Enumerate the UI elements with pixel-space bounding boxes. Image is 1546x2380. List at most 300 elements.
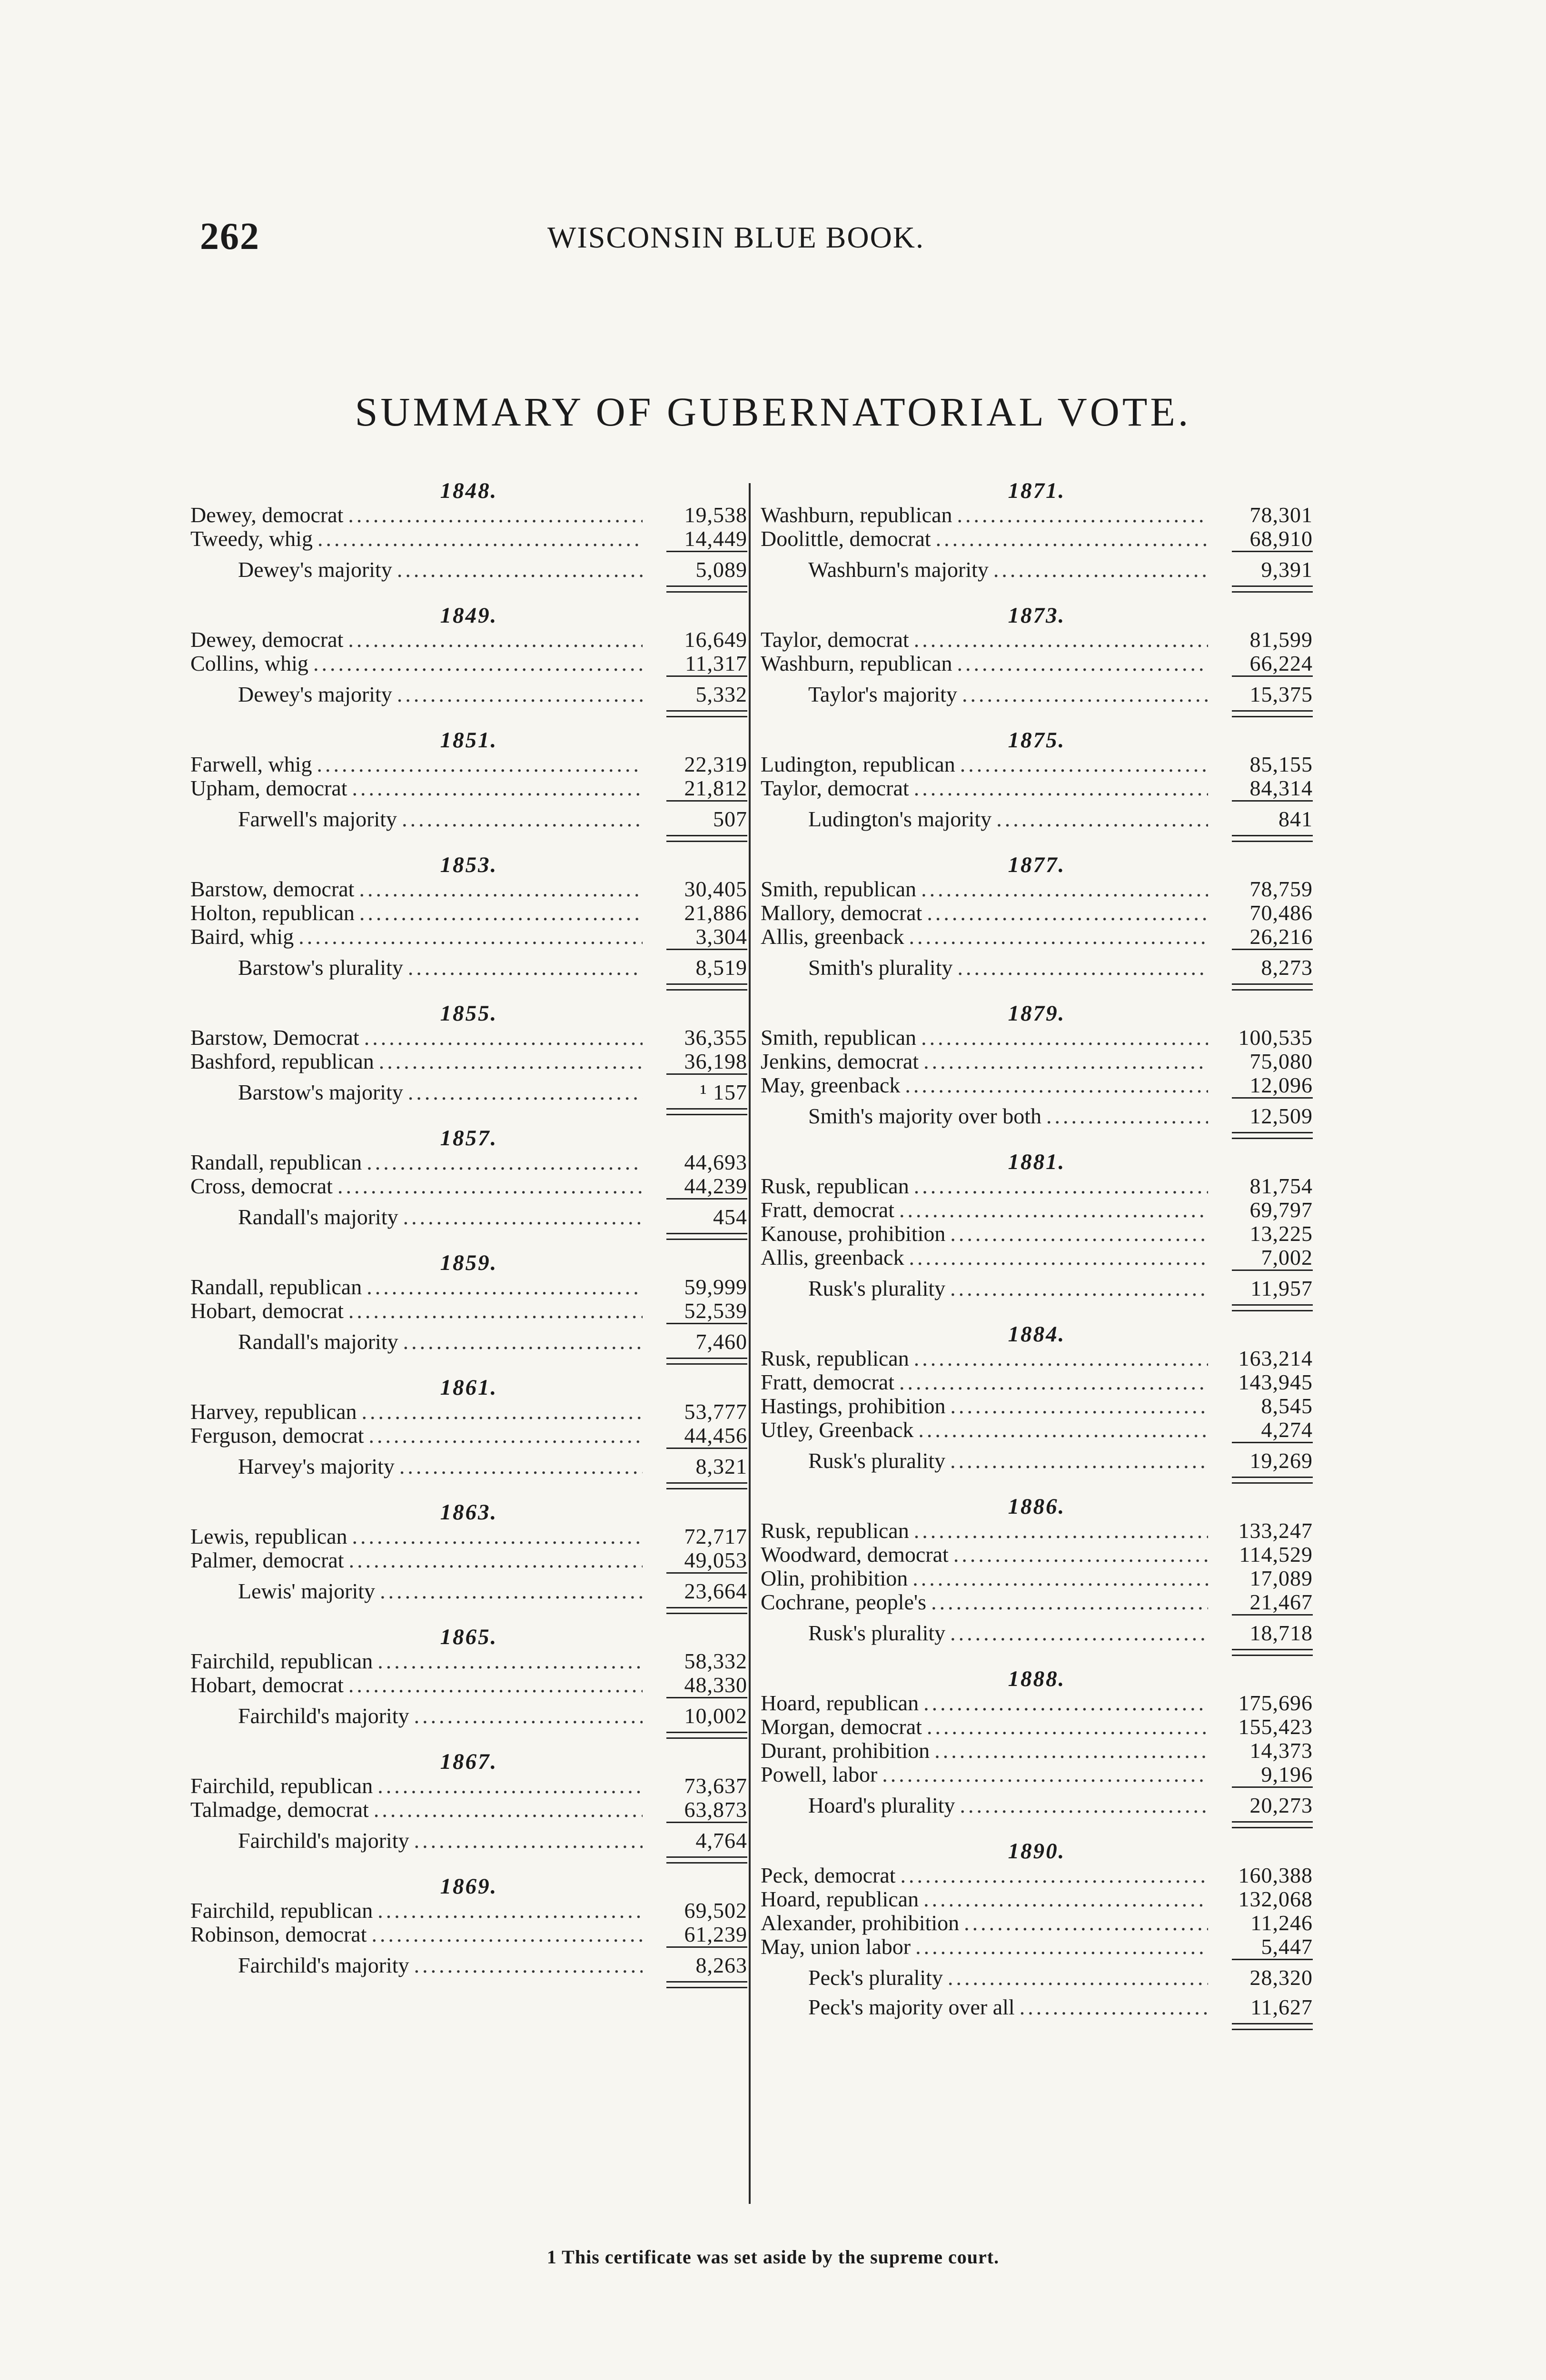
election-year: 1861. bbox=[440, 1375, 498, 1400]
candidate-name: Taylor, democrat bbox=[761, 627, 909, 652]
candidate-name: Hoard, republican bbox=[761, 1691, 919, 1715]
dot-leader bbox=[408, 956, 643, 980]
margin-votes: 23,664 bbox=[684, 1579, 747, 1603]
rule-line bbox=[666, 710, 747, 717]
rule-line bbox=[666, 1448, 747, 1449]
margin-votes: 8,263 bbox=[695, 1953, 747, 1977]
candidate-votes: 160,388 bbox=[1238, 1863, 1313, 1887]
candidate-name: Rusk, republican bbox=[761, 1174, 909, 1198]
margin-row bbox=[761, 1104, 1313, 1128]
candidate-row bbox=[190, 877, 747, 901]
dot-leader bbox=[403, 1330, 643, 1354]
election-block bbox=[761, 1150, 1313, 1311]
margin-row bbox=[190, 1455, 747, 1478]
rule-line bbox=[1232, 1269, 1313, 1271]
sum-rule bbox=[190, 1946, 747, 1948]
candidate-row bbox=[761, 776, 1313, 800]
sum-rule bbox=[190, 1448, 747, 1449]
margin-votes: 4,764 bbox=[695, 1828, 747, 1853]
dot-leader bbox=[950, 1449, 1208, 1473]
dot-leader bbox=[374, 1798, 643, 1822]
election-block bbox=[190, 603, 747, 717]
election-block bbox=[190, 853, 747, 991]
dot-leader bbox=[931, 1590, 1208, 1614]
dot-leader bbox=[348, 1299, 643, 1323]
candidate-votes: 11,246 bbox=[1250, 1911, 1313, 1935]
rule-line bbox=[1232, 835, 1313, 842]
dot-leader bbox=[403, 1205, 643, 1229]
dot-leader bbox=[882, 1763, 1208, 1786]
margin-name: Barstow's majority bbox=[238, 1080, 403, 1104]
election-year: 1871. bbox=[1008, 478, 1066, 503]
margin-row bbox=[761, 1277, 1313, 1300]
candidate-votes: 22,319 bbox=[684, 752, 747, 776]
dot-leader bbox=[367, 1150, 643, 1174]
margin-name: Randall's majority bbox=[238, 1329, 398, 1354]
page-title: SUMMARY OF GUBERNATORIAL VOTE. bbox=[355, 389, 1191, 435]
double-rule bbox=[761, 710, 1313, 717]
candidate-row bbox=[761, 1763, 1313, 1786]
candidate-votes: 133,247 bbox=[1238, 1518, 1313, 1543]
dot-leader bbox=[348, 1673, 643, 1697]
running-title: WISCONSIN BLUE BOOK. bbox=[547, 220, 924, 254]
dot-leader bbox=[936, 527, 1208, 551]
sum-rule bbox=[761, 1614, 1313, 1616]
candidate-name: Lewis, republican bbox=[190, 1524, 347, 1548]
dot-leader bbox=[359, 901, 643, 925]
election-year: 1853. bbox=[440, 853, 498, 877]
rule-line bbox=[1232, 1097, 1313, 1099]
candidate-votes: 66,224 bbox=[1249, 651, 1313, 675]
rule-line bbox=[666, 1856, 747, 1864]
election-block bbox=[190, 728, 747, 842]
sum-rule bbox=[190, 1323, 747, 1324]
rule-line bbox=[666, 1482, 747, 1489]
candidate-name: Durant, prohibition bbox=[761, 1738, 930, 1763]
margin-row bbox=[190, 1081, 747, 1104]
candidate-row bbox=[190, 1548, 747, 1572]
candidate-votes: 69,502 bbox=[684, 1898, 747, 1923]
candidate-row bbox=[190, 503, 747, 527]
margin-name: Farwell's majority bbox=[238, 807, 397, 831]
rule-line bbox=[666, 1233, 747, 1240]
margin-name: Barstow's plurality bbox=[238, 955, 403, 980]
margin-row bbox=[761, 1794, 1313, 1817]
candidate-votes: 17,089 bbox=[1249, 1566, 1313, 1590]
dot-leader bbox=[914, 1347, 1208, 1370]
candidate-row bbox=[761, 628, 1313, 652]
sum-rule bbox=[761, 800, 1313, 802]
candidate-name: Randall, republican bbox=[190, 1150, 362, 1174]
sum-rule bbox=[761, 949, 1313, 950]
sum-rule bbox=[190, 1073, 747, 1075]
candidate-row bbox=[761, 901, 1313, 925]
margin-votes: ¹ 157 bbox=[700, 1080, 747, 1104]
election-year: 1855. bbox=[440, 1001, 498, 1026]
sum-rule bbox=[190, 949, 747, 950]
margin-votes: 507 bbox=[713, 807, 747, 831]
margin-row bbox=[190, 683, 747, 706]
margin-name: Rusk's plurality bbox=[808, 1621, 946, 1645]
election-year: 1875. bbox=[1008, 728, 1066, 753]
margin-name: Smith's plurality bbox=[808, 955, 953, 980]
candidate-name: Hobart, democrat bbox=[190, 1673, 344, 1697]
sum-rule bbox=[761, 1097, 1313, 1099]
candidate-votes: 63,873 bbox=[684, 1797, 747, 1822]
election-year: 1851. bbox=[440, 728, 498, 753]
margin-votes: 11,627 bbox=[1250, 1995, 1313, 2019]
margin-row bbox=[761, 1966, 1313, 1990]
candidate-row bbox=[761, 1519, 1313, 1543]
election-block bbox=[761, 853, 1313, 991]
election-block bbox=[190, 1250, 747, 1365]
election-block bbox=[761, 1494, 1313, 1656]
candidate-name: Alexander, prohibition bbox=[761, 1911, 960, 1935]
candidate-row bbox=[761, 1864, 1313, 1887]
sum-rule bbox=[761, 1269, 1313, 1271]
candidate-votes: 84,314 bbox=[1249, 776, 1313, 800]
sum-rule bbox=[190, 1198, 747, 1200]
candidate-votes: 13,225 bbox=[1249, 1221, 1313, 1246]
candidate-name: Doolittle, democrat bbox=[761, 526, 931, 551]
margin-row bbox=[190, 1205, 747, 1229]
candidate-row bbox=[761, 1394, 1313, 1418]
candidate-votes: 36,198 bbox=[684, 1049, 747, 1073]
double-rule bbox=[761, 585, 1313, 593]
candidate-name: Randall, republican bbox=[190, 1275, 362, 1299]
rule-line bbox=[1232, 1442, 1313, 1443]
double-rule bbox=[190, 585, 747, 593]
column-divider bbox=[749, 483, 751, 2204]
candidate-votes: 4,274 bbox=[1261, 1418, 1313, 1442]
double-rule bbox=[761, 983, 1313, 991]
double-rule bbox=[190, 983, 747, 991]
candidate-name: Smith, republican bbox=[761, 877, 917, 901]
rule-line bbox=[1232, 1132, 1313, 1139]
candidate-name: Dewey, democrat bbox=[190, 503, 344, 527]
election-year: 1877. bbox=[1008, 853, 1066, 877]
candidate-votes: 78,759 bbox=[1249, 877, 1313, 901]
rule-line bbox=[666, 1323, 747, 1324]
election-block bbox=[190, 1749, 747, 1864]
double-rule bbox=[761, 1821, 1313, 1828]
margin-name: Peck's plurality bbox=[808, 1965, 943, 1990]
candidate-name: Palmer, democrat bbox=[190, 1548, 344, 1572]
candidate-name: Ludington, republican bbox=[761, 752, 955, 776]
election-year: 1869. bbox=[440, 1874, 498, 1899]
candidate-row bbox=[761, 1246, 1313, 1269]
candidate-name: Collins, whig bbox=[190, 651, 308, 675]
margin-name: Fairchild's majority bbox=[238, 1704, 409, 1728]
dot-leader bbox=[915, 1935, 1208, 1959]
dot-leader bbox=[960, 753, 1208, 776]
dot-leader bbox=[964, 1911, 1208, 1935]
margin-name: Washburn's majority bbox=[808, 557, 989, 582]
election-block bbox=[761, 1322, 1313, 1484]
candidate-name: Rusk, republican bbox=[761, 1346, 909, 1370]
dot-leader bbox=[950, 1222, 1208, 1246]
candidate-row bbox=[190, 901, 747, 925]
rule-line bbox=[666, 800, 747, 802]
candidate-row bbox=[761, 1073, 1313, 1097]
election-block bbox=[190, 1625, 747, 1739]
election-year: 1873. bbox=[1008, 603, 1066, 628]
candidate-name: Rusk, republican bbox=[761, 1518, 909, 1543]
election-block bbox=[190, 1500, 747, 1614]
margin-votes: 10,002 bbox=[684, 1704, 747, 1728]
election-year: 1865. bbox=[440, 1625, 498, 1649]
candidate-votes: 21,812 bbox=[684, 776, 747, 800]
dot-leader bbox=[914, 776, 1208, 800]
candidate-name: Cochrane, people's bbox=[761, 1590, 927, 1614]
dot-leader bbox=[950, 1621, 1208, 1645]
margin-votes: 8,321 bbox=[695, 1454, 747, 1478]
dot-leader bbox=[957, 652, 1209, 675]
candidate-votes: 16,649 bbox=[684, 627, 747, 652]
candidate-votes: 52,539 bbox=[684, 1299, 747, 1323]
candidate-row bbox=[190, 1649, 747, 1673]
candidate-name: Fratt, democrat bbox=[761, 1370, 895, 1394]
election-block bbox=[761, 478, 1313, 593]
rule-line bbox=[1232, 551, 1313, 552]
candidate-row bbox=[761, 1935, 1313, 1959]
dot-leader bbox=[348, 628, 643, 652]
margin-row bbox=[761, 558, 1313, 582]
margin-name: Fairchild's majority bbox=[238, 1953, 409, 1977]
candidate-votes: 3,304 bbox=[695, 924, 747, 949]
candidate-row bbox=[761, 1370, 1313, 1394]
candidate-row bbox=[190, 1899, 747, 1923]
sum-rule bbox=[761, 1442, 1313, 1443]
margin-row bbox=[190, 807, 747, 831]
double-rule bbox=[761, 1649, 1313, 1656]
candidate-name: Kanouse, prohibition bbox=[761, 1221, 946, 1246]
rule-line bbox=[666, 1198, 747, 1200]
candidate-row bbox=[761, 1174, 1313, 1198]
rule-line bbox=[666, 1981, 747, 1988]
candidate-votes: 81,754 bbox=[1249, 1174, 1313, 1198]
candidate-row bbox=[190, 776, 747, 800]
dot-leader bbox=[408, 1081, 643, 1104]
candidate-row bbox=[761, 1887, 1313, 1911]
rule-line bbox=[666, 983, 747, 991]
election-year: 1867. bbox=[440, 1749, 498, 1774]
candidate-name: Farwell, whig bbox=[190, 752, 312, 776]
candidate-name: Barstow, Democrat bbox=[190, 1025, 359, 1050]
double-rule bbox=[761, 1132, 1313, 1139]
candidate-votes: 69,797 bbox=[1249, 1198, 1313, 1222]
dot-leader bbox=[899, 1198, 1208, 1222]
candidate-votes: 7,002 bbox=[1261, 1245, 1313, 1269]
election-block bbox=[190, 478, 747, 593]
dot-leader bbox=[397, 683, 643, 706]
dot-leader bbox=[402, 807, 643, 831]
candidate-name: Holton, republican bbox=[190, 901, 355, 925]
margin-row bbox=[190, 1579, 747, 1603]
candidate-row bbox=[190, 1400, 747, 1424]
candidate-row bbox=[761, 652, 1313, 675]
dot-leader bbox=[359, 877, 643, 901]
candidate-votes: 19,538 bbox=[684, 503, 747, 527]
dot-leader bbox=[380, 1579, 643, 1603]
candidate-name: Olin, prohibition bbox=[761, 1566, 908, 1590]
candidate-name: Hobart, democrat bbox=[190, 1299, 344, 1323]
dot-leader bbox=[364, 1026, 643, 1050]
candidate-row bbox=[761, 925, 1313, 949]
margin-row bbox=[761, 1449, 1313, 1473]
rule-line bbox=[666, 1358, 747, 1365]
candidate-row bbox=[761, 1590, 1313, 1614]
margin-name: Harvey's majority bbox=[238, 1454, 395, 1478]
candidate-votes: 70,486 bbox=[1249, 901, 1313, 925]
margin-votes: 20,273 bbox=[1249, 1793, 1313, 1817]
candidate-votes: 8,545 bbox=[1261, 1394, 1313, 1418]
dot-leader bbox=[948, 1966, 1208, 1990]
candidate-votes: 12,096 bbox=[1249, 1073, 1313, 1097]
dot-leader bbox=[923, 1050, 1208, 1073]
candidate-name: Bashford, republican bbox=[190, 1049, 374, 1073]
dot-leader bbox=[927, 901, 1208, 925]
dot-leader bbox=[909, 925, 1208, 949]
candidate-name: Barstow, democrat bbox=[190, 877, 355, 901]
candidate-votes: 36,355 bbox=[684, 1025, 747, 1050]
candidate-row bbox=[761, 1222, 1313, 1246]
candidate-row bbox=[190, 1923, 747, 1946]
double-rule bbox=[190, 1607, 747, 1614]
candidate-row bbox=[190, 925, 747, 949]
dot-leader bbox=[923, 1691, 1208, 1715]
dot-leader bbox=[379, 1050, 643, 1073]
candidate-row bbox=[761, 1567, 1313, 1590]
margin-votes: 841 bbox=[1278, 807, 1313, 831]
candidate-name: Talmadge, democrat bbox=[190, 1797, 369, 1822]
dot-leader bbox=[313, 652, 643, 675]
election-year: 1879. bbox=[1008, 1001, 1066, 1026]
election-block bbox=[190, 1126, 747, 1240]
candidate-votes: 85,155 bbox=[1249, 752, 1313, 776]
margin-votes: 5,332 bbox=[695, 682, 747, 706]
rule-line bbox=[666, 1108, 747, 1115]
candidate-votes: 73,637 bbox=[684, 1774, 747, 1798]
margin-votes: 28,320 bbox=[1249, 1965, 1313, 1990]
candidate-row bbox=[761, 1739, 1313, 1763]
candidate-name: Allis, greenback bbox=[761, 1245, 904, 1269]
dot-leader bbox=[1046, 1104, 1208, 1128]
candidate-name: Harvey, republican bbox=[190, 1399, 357, 1424]
margin-votes: 9,391 bbox=[1261, 557, 1313, 582]
margin-row bbox=[761, 807, 1313, 831]
margin-votes: 15,375 bbox=[1249, 682, 1313, 706]
rule-line bbox=[666, 675, 747, 677]
candidate-votes: 72,717 bbox=[684, 1524, 747, 1548]
candidate-name: Powell, labor bbox=[761, 1762, 878, 1786]
rule-line bbox=[666, 1073, 747, 1075]
margin-row bbox=[190, 1954, 747, 1977]
candidate-name: Robinson, democrat bbox=[190, 1922, 367, 1946]
candidate-row bbox=[761, 1691, 1313, 1715]
candidate-name: Hoard, republican bbox=[761, 1887, 919, 1911]
rule-line bbox=[1232, 800, 1313, 802]
rule-line bbox=[1232, 710, 1313, 717]
candidate-votes: 44,456 bbox=[684, 1423, 747, 1448]
rule-line bbox=[1232, 1649, 1313, 1656]
dot-leader bbox=[950, 1394, 1208, 1418]
candidate-name: Fairchild, republican bbox=[190, 1774, 373, 1798]
dot-leader bbox=[914, 1519, 1208, 1543]
candidate-votes: 9,196 bbox=[1261, 1762, 1313, 1786]
candidate-votes: 21,886 bbox=[684, 901, 747, 925]
sum-rule bbox=[761, 551, 1313, 552]
rule-line bbox=[1232, 675, 1313, 677]
dot-leader bbox=[921, 877, 1208, 901]
margin-name: Lewis' majority bbox=[238, 1579, 376, 1603]
margin-name: Rusk's plurality bbox=[808, 1276, 946, 1300]
candidate-row bbox=[761, 1347, 1313, 1370]
dot-leader bbox=[377, 1899, 643, 1923]
dot-leader bbox=[372, 1923, 643, 1946]
candidate-name: Washburn, republican bbox=[761, 503, 952, 527]
sum-rule bbox=[190, 551, 747, 552]
candidate-votes: 14,373 bbox=[1249, 1738, 1313, 1763]
dot-leader bbox=[377, 1774, 643, 1798]
candidate-row bbox=[190, 1026, 747, 1050]
candidate-name: Washburn, republican bbox=[761, 651, 952, 675]
dot-leader bbox=[1020, 1995, 1208, 2019]
dot-leader bbox=[397, 558, 643, 582]
rule-line bbox=[666, 1572, 747, 1574]
rule-line bbox=[1232, 585, 1313, 593]
margin-name: Ludington's majority bbox=[808, 807, 992, 831]
candidate-votes: 5,447 bbox=[1261, 1934, 1313, 1959]
margin-row bbox=[190, 1330, 747, 1354]
dot-leader bbox=[298, 925, 643, 949]
candidate-votes: 61,239 bbox=[684, 1922, 747, 1946]
double-rule bbox=[761, 2023, 1313, 2030]
margin-name: Smith's majority over both bbox=[808, 1104, 1041, 1128]
margin-row bbox=[190, 1829, 747, 1853]
candidate-row bbox=[190, 1525, 747, 1548]
candidate-name: Woodward, democrat bbox=[761, 1542, 949, 1567]
candidate-row bbox=[190, 527, 747, 551]
candidate-row bbox=[190, 1798, 747, 1822]
left-column bbox=[190, 478, 747, 1999]
election-block bbox=[190, 1375, 747, 1489]
margin-votes: 18,718 bbox=[1249, 1621, 1313, 1645]
rule-line bbox=[1232, 1959, 1313, 1960]
dot-leader bbox=[349, 1548, 643, 1572]
candidate-votes: 59,999 bbox=[684, 1275, 747, 1299]
election-block bbox=[761, 728, 1313, 842]
double-rule bbox=[190, 1981, 747, 1988]
dot-leader bbox=[950, 1277, 1208, 1300]
candidate-name: Baird, whig bbox=[190, 924, 294, 949]
dot-leader bbox=[914, 1174, 1208, 1198]
rule-line bbox=[1232, 1786, 1313, 1788]
margin-row bbox=[761, 1995, 1313, 2019]
page-number: 262 bbox=[200, 216, 260, 258]
candidate-votes: 68,910 bbox=[1249, 526, 1313, 551]
candidate-name: Ferguson, democrat bbox=[190, 1423, 364, 1448]
margin-name: Dewey's majority bbox=[238, 557, 392, 582]
margin-name: Peck's majority over all bbox=[808, 1995, 1015, 2019]
election-block bbox=[761, 1666, 1313, 1828]
margin-row bbox=[761, 683, 1313, 706]
margin-name: Fairchild's majority bbox=[238, 1828, 409, 1853]
dot-leader bbox=[996, 807, 1208, 831]
dot-leader bbox=[927, 1715, 1208, 1739]
election-block bbox=[761, 1001, 1313, 1139]
margin-votes: 12,509 bbox=[1249, 1104, 1313, 1128]
